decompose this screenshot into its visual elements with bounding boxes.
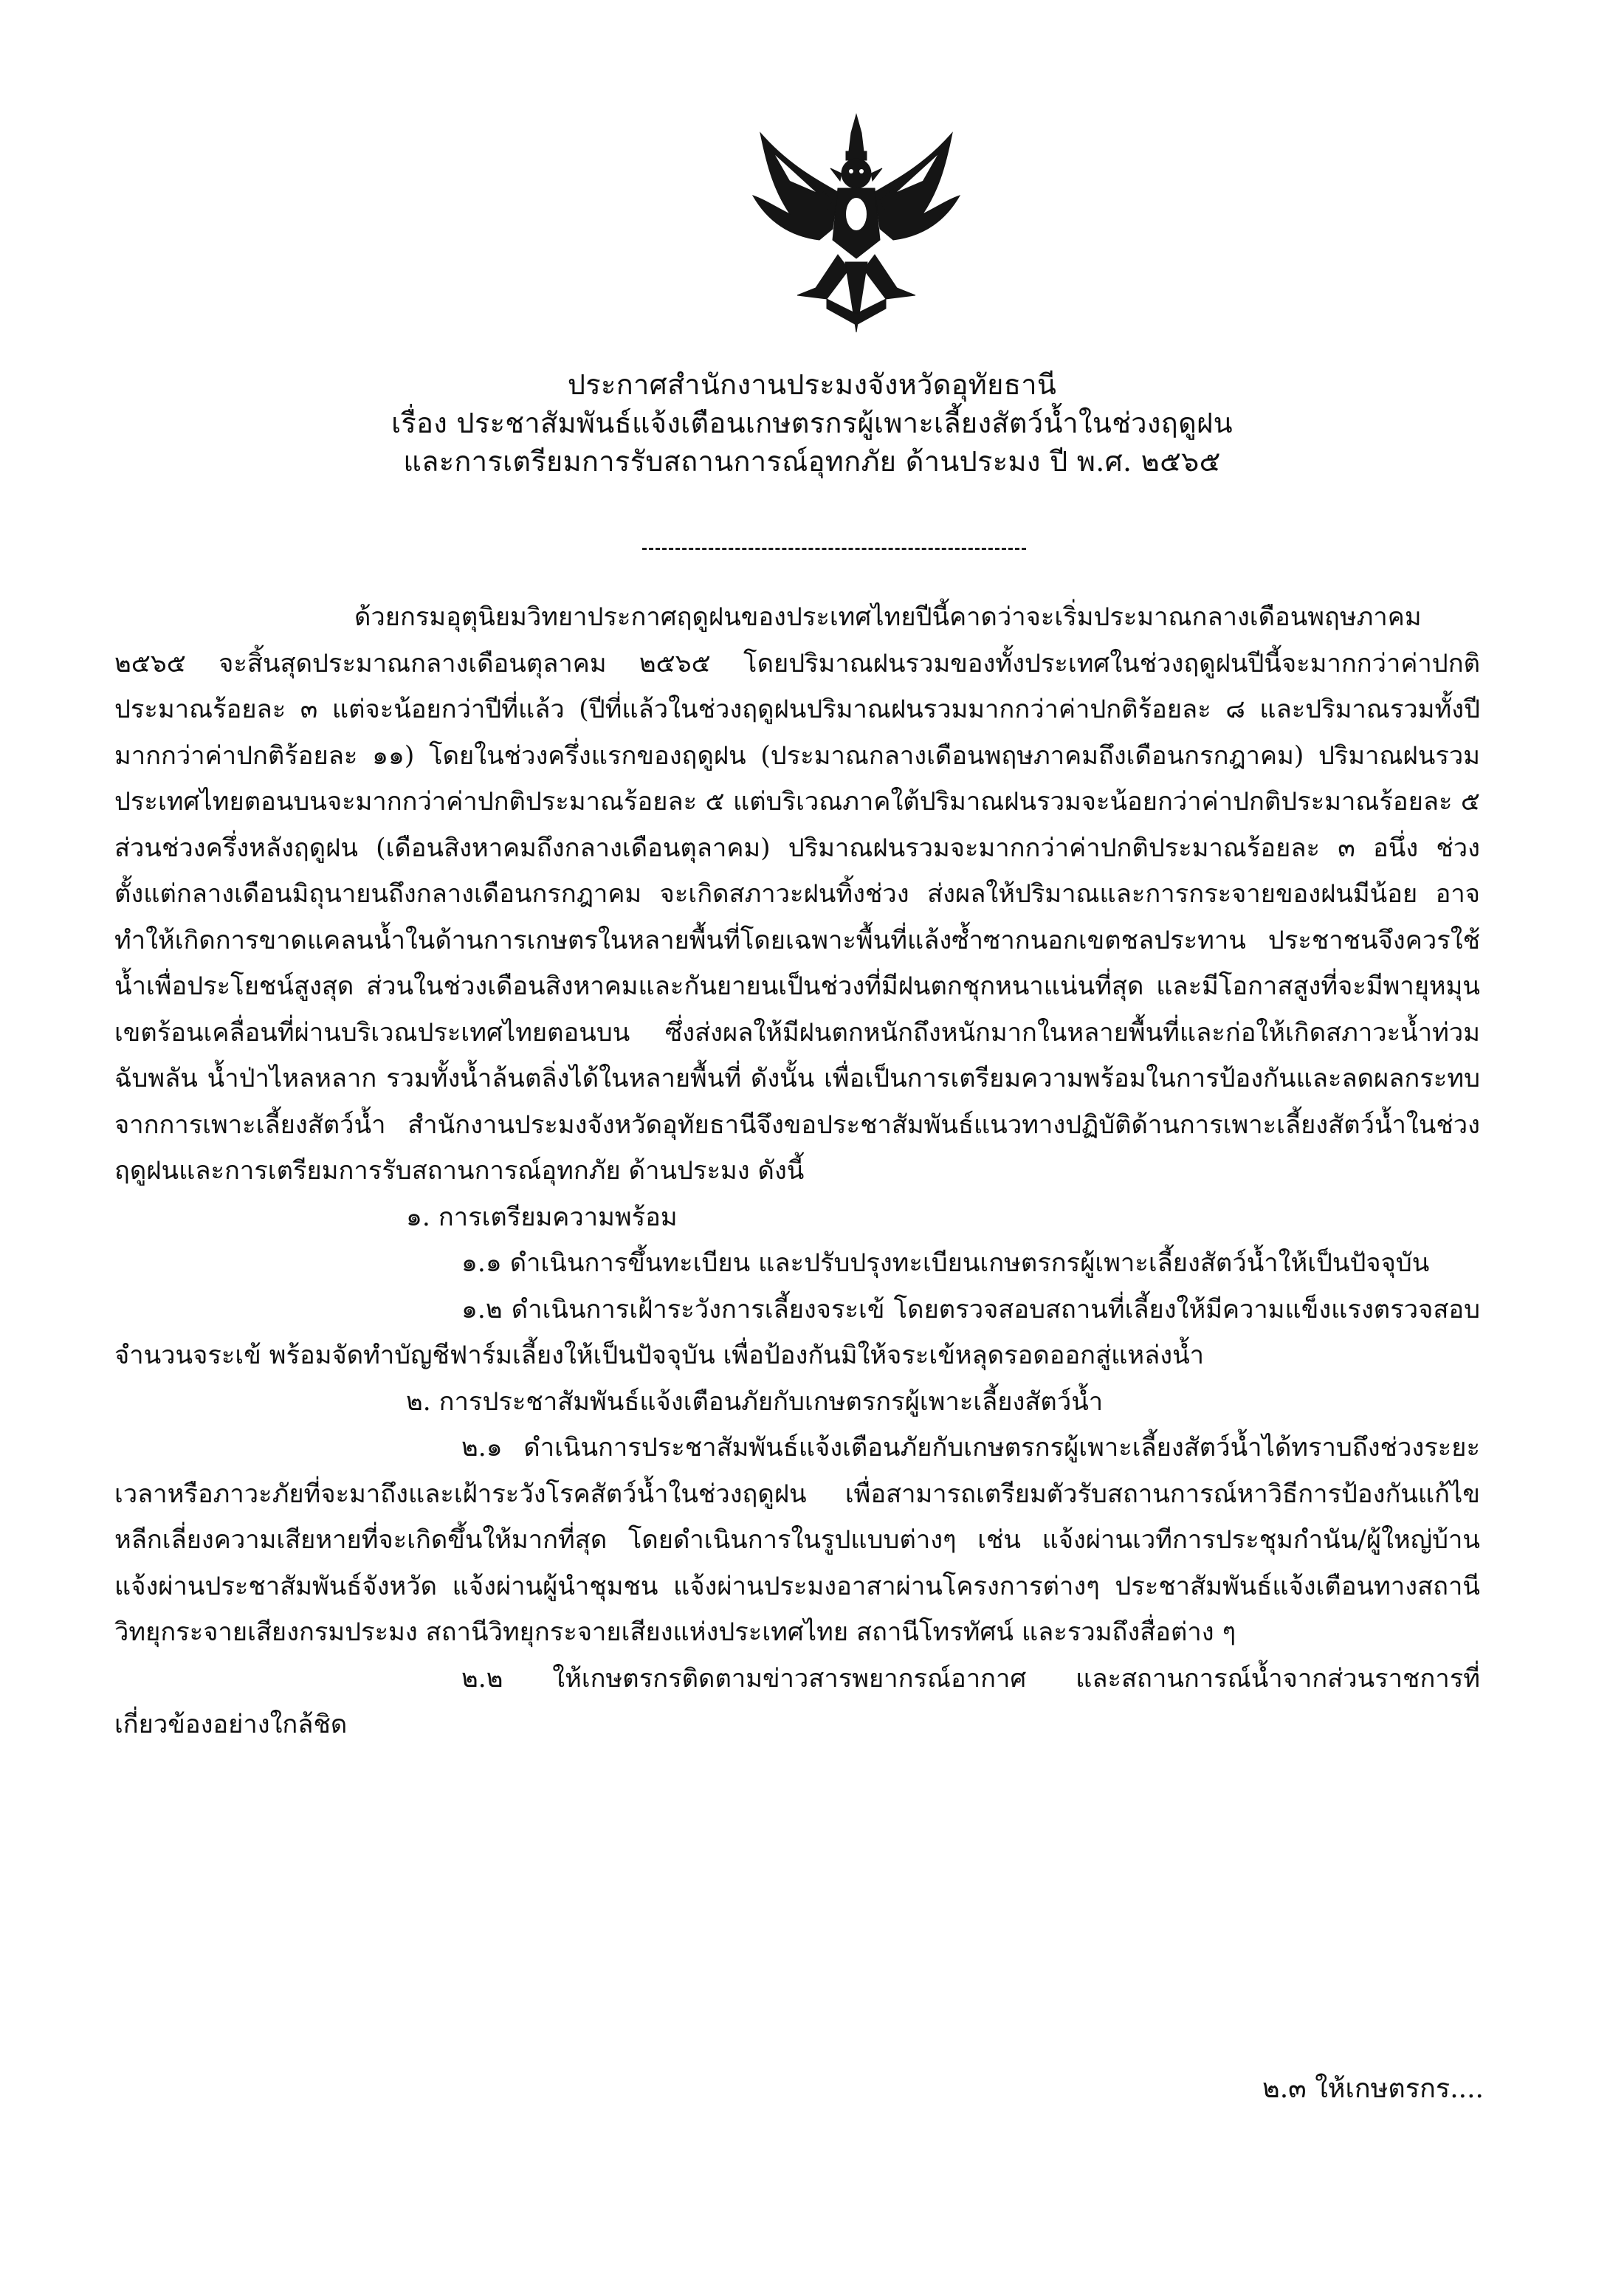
intro-paragraph: ด้วยกรมอุตุนิยมวิทยาประกาศฤดูฝนของประเทศไทยปีนี้คาดว่าจะเริ่มประมาณกลางเดือนพฤษภาคม ๒๕๖๕ จะสิ้นสุดประมาณกลางเดือนตุลาคม ๒๕๖๕ โดยปริมาณฝนรวมของทั้งประเทศในช่วงฤดูฝนปีนี้จะมากกว่าค่าปกติประมาณร้อยละ ๓ แต่จะน้อยกว่าปีที่แล้ว (ปีที่แล้วในช่วงฤดูฝนปริมาณฝนรวมมากกว่าค่าปกติร้อยละ ๘ และปริมาณรวมทั้งปีมากกว่าค่าปกติร้อยละ ๑๑) โดยในช่วงครึ่งแรกของฤดูฝน (ประมาณกลางเดือนพฤษภาคมถึงเดือนกรกฎาคม) ปริมาณฝนรวมประเทศไทยตอนบนจะมากกว่าค่าปกติประมาณร้อยละ ๕ แต่บริเวณภาคใต้ปริมาณฝนรวมจะน้อยกว่าค่าปกติประมาณร้อยละ ๕ ส่วนช่วงครึ่งหลังฤดูฝน (เดือนสิงหาคมถึงกลางเดือนตุลาคม) ปริมาณฝนรวมจะมากกว่าค่าปกติประมาณร้อยละ ๓ อนึ่ง ช่วงตั้งแต่กลางเดือนมิถุนายนถึงกลางเดือนกรกฎาคม จะเกิดสภาวะฝนทิ้งช่วง ส่งผลให้ปริมาณและการกระจายของฝนมีน้อย อาจทำให้เกิดการขาดแคลนน้ำในด้านการเกษตรในหลายพื้นที่โดยเฉพาะพื้นที่แล้งซ้ำซากนอกเขตชลประทาน ประชาชนจึงควรใช้น้ำเพื่อประโยชน์สูงสุด ส่วนในช่วงเดือนสิงหาคมและกันยายนเป็นช่วงที่มีฝนตกชุกหนาแน่นที่สุด และมีโอกาสสูงที่จะมีพายุหมุนเขตร้อนเคลื่อนที่ผ่านบริเวณประเทศไทยตอนบน ซึ่งส่งผลให้มีฝนตกหนักถึงหนักมากในหลายพื้นที่และก่อให้เกิดสภาวะน้ำท่วมฉับพลัน น้ำป่าไหลหลาก รวมทั้งน้ำล้นตลิ่งได้ในหลายพื้นที่ ดังนั้น เพื่อเป็นการเตรียมความพร้อมในการป้องกันและลดผลกระทบจากการเพาะเลี้ยงสัตว์น้ำ สำนักงานประมงจังหวัดอุทัยธานีจึงขอประชาสัมพันธ์แนวทางปฏิบัติด้านการเพาะเลี้ยงสัตว์น้ำในช่วงฤดูฝนและการเตรียมการรับสถานการณ์อุทกภัย ด้านประมง ดังนี้ bbox=[114, 602, 1480, 1186]
section-1-2: ๑.๒ ดำเนินการเฝ้าระวังการเลี้ยงจระเข้ โดยตรวจสอบสถานที่เลี้ยงให้มีความแข็งแรงตรวจสอบจำนวนจระเข้ พร้อมจัดทำบัญชีฟาร์มเลี้ยงให้เป็นปัจจุบัน เพื่อป้องกันมิให้จระเข้หลุดรอดออกสู่แหล่งน้ำ bbox=[114, 1294, 1480, 1370]
section-2-heading: ๒. การประชาสัมพันธ์แจ้งเตือนภัยกับเกษตรกรผู้เพาะเลี้ยงสัตว์น้ำ bbox=[406, 1386, 1104, 1417]
title-divider bbox=[642, 548, 1026, 550]
title-line-1: ประกาศสำนักงานประมงจังหวัดอุทัยธานี bbox=[567, 368, 1057, 401]
section-2-2: ๒.๒ ให้เกษตรกรติดตามข่าวสารพยากรณ์อากาศ และสถานการณ์น้ำจากส่วนราชการที่เกี่ยวข้องอย่างใกล้ชิด bbox=[114, 1663, 1480, 1739]
section-1-1: ๑.๑ ดำเนินการขึ้นทะเบียน และปรับปรุงทะเบียนเกษตรกรผู้เพาะเลี้ยงสัตว์น้ำให้เป็นปัจจุบัน bbox=[461, 1248, 1430, 1278]
continued-marker: ๒.๓ ให้เกษตรกร.... bbox=[1262, 2074, 1484, 2104]
announcement-title bbox=[0, 365, 1624, 481]
title-line-3: และการเตรียมการรับสถานการณ์อุทกภัย ด้านประมง ปี พ.ศ. ๒๕๖๕ bbox=[403, 445, 1221, 478]
garuda-emblem-icon bbox=[746, 111, 967, 340]
announcement-body bbox=[114, 594, 1480, 1748]
title-line-2: เรื่อง ประชาสัมพันธ์แจ้งเตือนเกษตรกรผู้เพาะเลี้ยงสัตว์น้ำในช่วงฤดูฝน bbox=[391, 407, 1233, 439]
section-2-1: ๒.๑ ดำเนินการประชาสัมพันธ์แจ้งเตือนภัยกับเกษตรกรผู้เพาะเลี้ยงสัตว์น้ำได้ทราบถึงช่วงระยะเวลาหรือภาวะภัยที่จะมาถึงและเฝ้าระวังโรคสัตว์น้ำในช่วงฤดูฝน เพื่อสามารถเตรียมตัวรับสถานการณ์หาวิธีการป้องกันแก้ไขหลีกเลี่ยงความเสียหายที่จะเกิดขึ้นให้มากที่สุด โดยดำเนินการในรูปแบบต่างๆ เช่น แจ้งผ่านเวทีการประชุมกำนัน/ผู้ใหญ่บ้าน แจ้งผ่านประชาสัมพันธ์จังหวัด แจ้งผ่านผู้นำชุมชน แจ้งผ่านประมงอาสาผ่านโครงการต่างๆ ประชาสัมพันธ์แจ้งเตือนทางสถานีวิทยุกระจายเสียงกรมประมง สถานีวิทยุกระจายเสียงแห่งประเทศไทย สถานีโทรทัศน์ และรวมถึงสื่อต่าง ๆ bbox=[114, 1433, 1480, 1647]
section-1-heading: ๑. การเตรียมความพร้อม bbox=[406, 1202, 678, 1232]
